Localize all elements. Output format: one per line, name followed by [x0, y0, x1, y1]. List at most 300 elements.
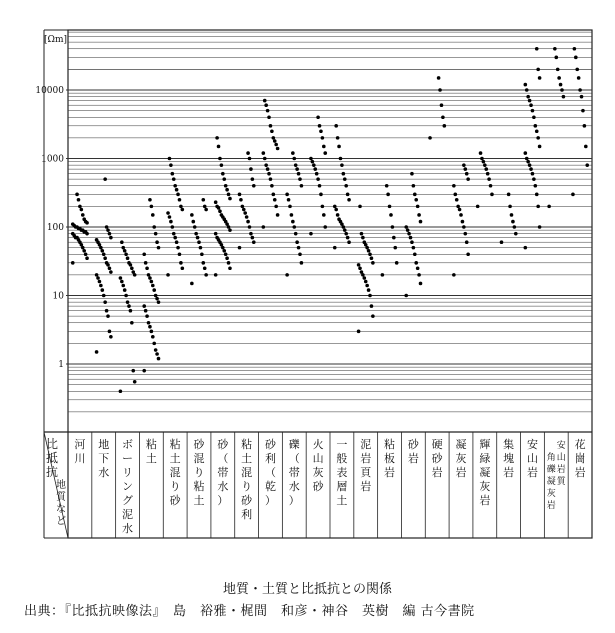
data-point	[466, 177, 470, 181]
data-point	[452, 273, 456, 277]
data-point	[297, 246, 301, 250]
data-point	[358, 205, 362, 209]
data-point	[406, 228, 410, 232]
svg-text:）: ）	[264, 494, 276, 507]
data-point	[290, 213, 294, 217]
data-point	[584, 145, 588, 149]
data-point	[285, 193, 289, 197]
data-point	[370, 256, 374, 260]
data-point	[315, 172, 319, 176]
svg-text:砂: 砂	[407, 438, 419, 451]
svg-text:花: 花	[574, 438, 586, 451]
data-point	[245, 215, 249, 219]
svg-text:川: 川	[74, 452, 86, 465]
data-point	[238, 193, 242, 197]
data-point	[461, 220, 465, 224]
data-point	[82, 217, 86, 221]
data-point	[536, 68, 540, 72]
data-point	[554, 56, 558, 60]
data-point	[262, 151, 266, 155]
svg-text:山: 山	[556, 453, 566, 463]
category-label	[384, 437, 395, 479]
category-points-4	[142, 198, 160, 372]
data-point	[178, 252, 182, 256]
data-point	[531, 172, 535, 176]
data-point	[222, 249, 226, 253]
data-point	[480, 157, 484, 161]
category-label	[432, 438, 444, 479]
svg-text:河: 河	[74, 438, 86, 451]
svg-text:土: 土	[169, 452, 181, 465]
svg-text:灰: 灰	[312, 466, 324, 479]
svg-text:頁: 頁	[360, 466, 372, 479]
data-point	[196, 236, 200, 240]
data-point	[392, 236, 396, 240]
data-point	[96, 276, 100, 280]
data-point	[371, 261, 375, 265]
data-point	[313, 167, 317, 171]
data-point	[417, 213, 421, 217]
data-point	[246, 220, 250, 224]
svg-text:灰: 灰	[546, 489, 556, 499]
data-point	[407, 232, 411, 236]
svg-text:質: 質	[556, 477, 566, 487]
category-points-12	[333, 124, 351, 249]
data-point	[203, 205, 207, 209]
data-point	[263, 157, 267, 161]
data-point	[292, 225, 296, 229]
category-points-15	[404, 172, 422, 297]
svg-text:水: 水	[217, 480, 229, 493]
data-point	[228, 228, 232, 232]
data-point	[220, 163, 224, 167]
data-point	[507, 193, 511, 197]
data-point	[347, 198, 351, 202]
data-point	[78, 205, 82, 209]
data-point	[294, 232, 298, 236]
category-points-13	[357, 205, 375, 334]
data-point	[300, 261, 304, 265]
svg-text:利: 利	[241, 508, 253, 521]
data-point	[224, 252, 228, 256]
svg-text:泥: 泥	[360, 438, 372, 451]
svg-text:塊: 塊	[503, 452, 515, 465]
data-point	[194, 232, 198, 236]
svg-text:砂: 砂	[312, 480, 324, 493]
data-point	[581, 109, 585, 113]
data-point	[333, 246, 337, 250]
data-point	[508, 205, 512, 209]
data-point	[150, 205, 154, 209]
svg-text:岩: 岩	[503, 466, 515, 479]
svg-text:輝: 輝	[479, 438, 491, 451]
data-point	[412, 246, 416, 250]
svg-text:粘: 粘	[193, 480, 205, 493]
chart-points	[71, 47, 589, 393]
data-point	[334, 124, 338, 128]
data-point	[103, 177, 107, 181]
svg-text:砂: 砂	[431, 452, 443, 465]
data-point	[360, 270, 364, 274]
data-point	[364, 280, 368, 284]
svg-text:グ: グ	[122, 494, 134, 507]
category-label	[408, 437, 420, 465]
data-point	[157, 357, 161, 361]
svg-text:粘: 粘	[169, 438, 181, 451]
svg-text:礫: 礫	[546, 465, 556, 475]
category-label	[265, 437, 277, 507]
data-point	[152, 288, 156, 292]
data-point	[126, 300, 130, 304]
data-point	[414, 261, 418, 265]
data-point	[123, 288, 127, 292]
data-point	[129, 309, 133, 313]
svg-text:一: 一	[336, 438, 348, 451]
data-point	[71, 222, 75, 226]
data-point	[238, 246, 242, 250]
data-point	[342, 172, 346, 176]
svg-text:）: ）	[288, 494, 300, 507]
svg-text:岩: 岩	[455, 466, 467, 479]
data-point	[228, 266, 232, 270]
data-point	[157, 246, 161, 250]
data-point	[455, 198, 459, 202]
data-point	[131, 270, 135, 274]
data-point	[368, 294, 372, 298]
data-point	[365, 284, 369, 288]
category-label	[313, 437, 325, 493]
svg-text:（: （	[288, 452, 300, 465]
data-point	[144, 261, 148, 265]
svg-text:泥: 泥	[122, 508, 134, 521]
svg-text:り: り	[241, 480, 253, 493]
category-label	[336, 438, 347, 507]
category-points-3	[119, 240, 137, 393]
data-point	[459, 213, 463, 217]
data-point	[482, 160, 486, 164]
data-point	[154, 294, 158, 298]
svg-text:利: 利	[264, 452, 276, 465]
data-point	[157, 300, 161, 304]
data-point	[361, 236, 365, 240]
data-point	[124, 294, 128, 298]
svg-text:（: （	[217, 452, 229, 465]
data-point	[318, 184, 322, 188]
data-point	[82, 249, 86, 253]
svg-text:集: 集	[503, 438, 515, 451]
data-point	[81, 213, 85, 217]
data-point	[291, 151, 295, 155]
data-point	[562, 95, 566, 99]
data-point	[75, 193, 79, 197]
data-point	[456, 205, 460, 209]
data-point	[536, 205, 540, 209]
data-point	[419, 220, 423, 224]
data-point	[389, 213, 393, 217]
data-point	[462, 163, 466, 167]
data-point	[462, 225, 466, 229]
category-points-20	[524, 47, 542, 249]
data-point	[197, 240, 201, 244]
data-point	[248, 157, 252, 161]
data-point	[120, 280, 124, 284]
category-points-10	[285, 151, 303, 276]
data-point	[71, 261, 75, 265]
source-citation: 出典：『比抵抗映像法』 島 裕雅・梶間 和彦・神谷 英樹 編 古今書院	[24, 604, 475, 619]
svg-text:緑: 緑	[479, 452, 491, 465]
data-point	[103, 300, 107, 304]
data-point	[181, 208, 185, 212]
category-points-1	[71, 193, 89, 265]
data-point	[144, 309, 148, 313]
data-point	[217, 145, 221, 149]
data-point	[511, 220, 515, 224]
data-point	[322, 145, 326, 149]
data-point	[285, 273, 289, 277]
data-point	[215, 136, 219, 140]
data-point	[559, 83, 563, 87]
data-point	[119, 389, 123, 393]
data-point	[266, 167, 270, 171]
category-label	[98, 437, 109, 479]
data-point	[371, 314, 375, 318]
header-row-label: 抗	[45, 465, 59, 479]
data-point	[105, 225, 109, 229]
data-point	[166, 273, 170, 277]
data-point	[175, 240, 179, 244]
data-point	[336, 213, 340, 217]
svg-text:岩: 岩	[431, 466, 443, 479]
data-point	[574, 56, 578, 60]
data-point	[535, 129, 539, 133]
data-point	[357, 330, 361, 334]
svg-text:混: 混	[241, 466, 253, 479]
svg-text:ボ: ボ	[122, 438, 134, 451]
data-point	[267, 115, 271, 119]
data-point	[266, 109, 270, 113]
data-point	[201, 261, 205, 265]
data-point	[538, 225, 542, 229]
svg-text:乾: 乾	[264, 480, 276, 493]
data-point	[190, 282, 194, 286]
data-point	[154, 232, 158, 236]
category-label	[503, 437, 514, 479]
data-point	[386, 193, 390, 197]
data-point	[577, 76, 581, 80]
data-point	[228, 197, 232, 201]
data-point	[395, 261, 399, 265]
data-point	[368, 252, 372, 256]
category-label	[241, 437, 253, 521]
data-point	[294, 163, 298, 167]
category-points-9	[262, 99, 280, 229]
category-label	[146, 437, 157, 465]
data-point	[214, 232, 218, 236]
svg-text:砂: 砂	[264, 438, 276, 451]
svg-text:山: 山	[526, 452, 538, 465]
data-point	[419, 282, 423, 286]
svg-text:土: 土	[193, 494, 205, 507]
svg-text:火: 火	[312, 438, 324, 451]
data-point	[179, 261, 183, 265]
data-point	[108, 330, 112, 334]
data-point	[168, 157, 172, 161]
svg-text:般: 般	[336, 452, 348, 465]
data-point	[344, 184, 348, 188]
data-point	[321, 205, 325, 209]
category-points-8	[238, 151, 256, 249]
data-point	[155, 297, 159, 301]
data-point	[85, 256, 89, 260]
data-point	[150, 280, 154, 284]
svg-text:岩: 岩	[384, 466, 396, 479]
data-point	[440, 103, 444, 107]
data-point	[252, 240, 256, 244]
data-point	[263, 99, 267, 103]
data-point	[95, 238, 99, 242]
y-tick-label: 10	[52, 291, 64, 302]
data-point	[121, 246, 125, 250]
data-point	[362, 240, 366, 244]
data-point	[343, 228, 347, 232]
data-point	[221, 172, 225, 176]
category-label	[547, 439, 567, 511]
data-point	[215, 205, 219, 209]
data-point	[239, 198, 243, 202]
category-points-19	[500, 193, 518, 244]
data-point	[463, 167, 467, 171]
svg-text:安: 安	[526, 438, 538, 451]
data-point	[441, 115, 445, 119]
category-points-2	[95, 177, 113, 353]
svg-text:岩: 岩	[407, 452, 419, 465]
data-point	[413, 252, 417, 256]
category-label	[575, 437, 586, 479]
data-point	[190, 213, 194, 217]
svg-text:ン: ン	[122, 480, 134, 493]
svg-text:土: 土	[241, 452, 253, 465]
data-point	[358, 266, 362, 270]
svg-text:り: り	[193, 466, 205, 479]
data-point	[453, 193, 457, 197]
data-point	[269, 177, 273, 181]
svg-text:帯: 帯	[288, 466, 300, 479]
data-point	[323, 151, 327, 155]
y-tick-label: 100	[46, 223, 64, 233]
data-point	[413, 193, 417, 197]
data-point	[264, 103, 268, 107]
svg-text:山: 山	[312, 452, 324, 465]
data-point	[528, 99, 532, 103]
data-point	[370, 304, 374, 308]
data-point	[535, 47, 539, 51]
data-point	[241, 205, 245, 209]
data-point	[252, 184, 256, 188]
data-point	[173, 184, 177, 188]
data-point	[534, 184, 538, 188]
y-tick-label: 1000	[41, 154, 64, 165]
data-point	[322, 213, 326, 217]
data-point	[312, 163, 316, 167]
data-point	[214, 273, 218, 277]
data-point	[437, 76, 441, 80]
data-point	[98, 280, 102, 284]
data-point	[452, 184, 456, 188]
data-point	[227, 261, 231, 265]
data-point	[225, 256, 229, 260]
svg-text:砂: 砂	[217, 438, 229, 451]
data-point	[393, 246, 397, 250]
svg-text:岩: 岩	[556, 465, 566, 475]
data-point	[103, 256, 107, 260]
data-point	[151, 335, 155, 339]
category-label	[289, 437, 300, 507]
data-point	[172, 177, 176, 181]
data-point	[465, 172, 469, 176]
category-points-17	[452, 163, 470, 276]
data-point	[264, 163, 268, 167]
data-point	[428, 136, 432, 140]
data-point	[556, 68, 560, 72]
svg-text:岩: 岩	[526, 466, 538, 479]
data-point	[148, 325, 152, 329]
data-point	[276, 213, 280, 217]
data-point	[142, 369, 146, 373]
data-point	[274, 205, 278, 209]
y-tick-label: 1	[58, 360, 64, 370]
data-point	[95, 273, 99, 277]
svg-text:岩: 岩	[574, 466, 586, 479]
data-point	[175, 188, 179, 192]
data-point	[173, 236, 177, 240]
data-point	[227, 193, 231, 197]
data-point	[404, 225, 408, 229]
data-point	[130, 321, 134, 325]
data-point	[105, 261, 109, 265]
category-label	[122, 438, 133, 535]
data-point	[295, 240, 299, 244]
data-point	[458, 208, 462, 212]
svg-text:岩: 岩	[360, 452, 372, 465]
svg-text:土: 土	[145, 452, 157, 465]
data-point	[220, 213, 224, 217]
svg-text:砂: 砂	[241, 494, 253, 507]
data-point	[412, 184, 416, 188]
data-point	[109, 236, 113, 240]
data-point	[311, 160, 315, 164]
y-tick-label: 10000	[35, 86, 64, 96]
data-point	[154, 348, 158, 352]
data-point	[344, 232, 348, 236]
data-point	[121, 284, 125, 288]
svg-text:下: 下	[98, 452, 110, 465]
data-point	[340, 163, 344, 167]
data-point	[262, 225, 266, 229]
data-point	[215, 236, 219, 240]
category-label	[74, 438, 85, 465]
data-point	[410, 172, 414, 176]
data-point	[126, 256, 130, 260]
data-point	[528, 163, 532, 167]
svg-text:表: 表	[336, 466, 348, 479]
data-point	[297, 172, 301, 176]
header-col-label: ど	[56, 516, 66, 527]
svg-text:凝: 凝	[479, 466, 491, 479]
data-point	[346, 193, 350, 197]
data-point	[414, 198, 418, 202]
data-point	[524, 83, 528, 87]
data-point	[323, 225, 327, 229]
